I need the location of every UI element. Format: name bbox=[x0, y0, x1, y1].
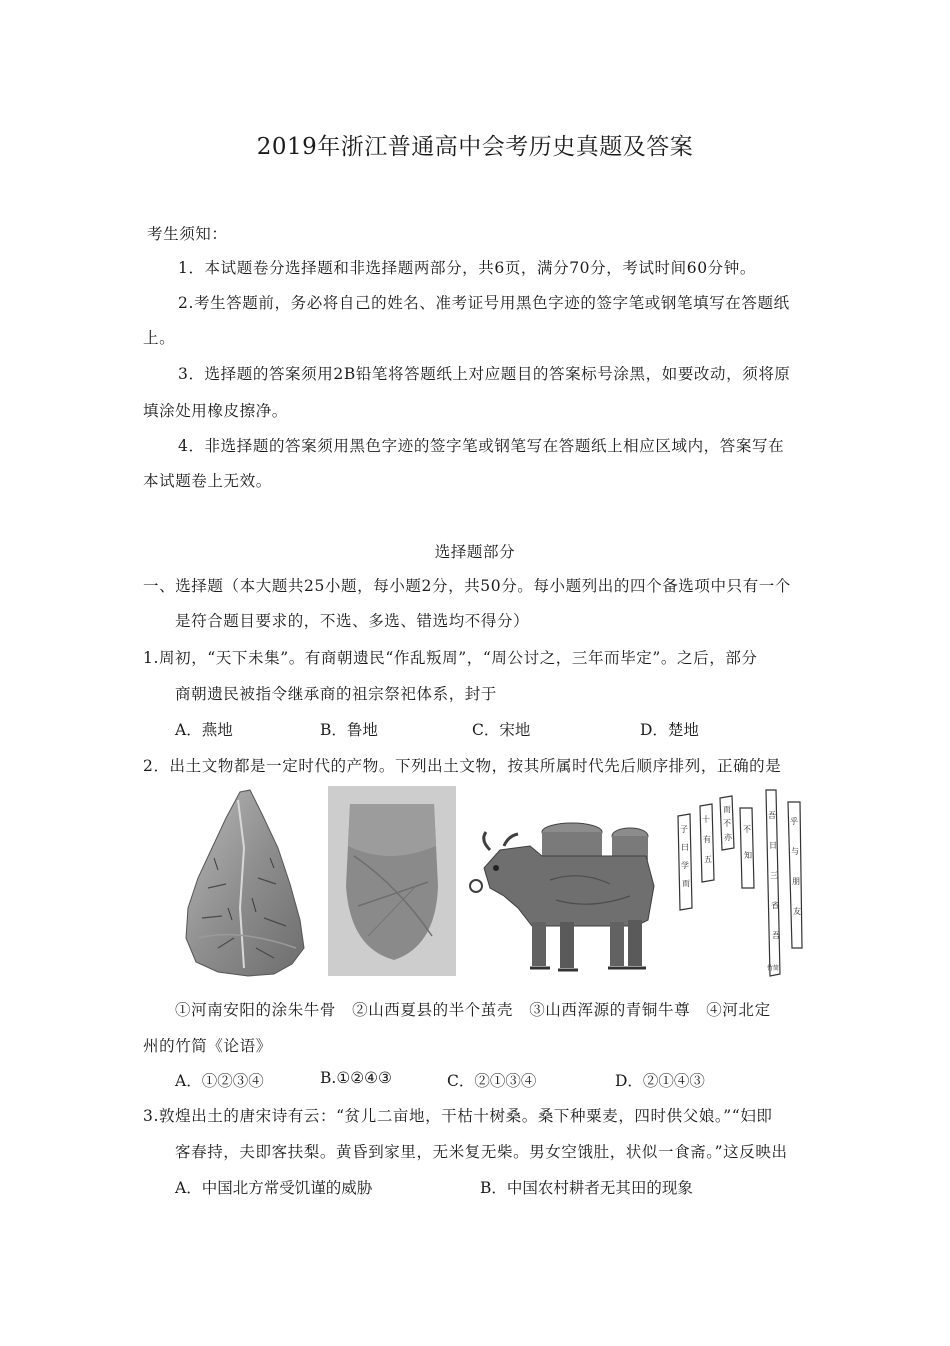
slip-2-glyph-1: 十 bbox=[702, 815, 710, 824]
q3-option-a: A．中国北方常受饥谨的威胁 bbox=[175, 1179, 373, 1197]
slip-5-glyph-4: 省 bbox=[771, 901, 779, 910]
slip-3-glyph-2: 不 bbox=[723, 819, 731, 828]
slip-3-glyph-1: 而 bbox=[723, 805, 731, 814]
slip-1-glyph-2: 曰 bbox=[681, 843, 689, 852]
slip-5-glyph-5: 吾 bbox=[772, 931, 780, 940]
silkworm-cocoon-icon bbox=[328, 786, 456, 976]
oracle-bone-icon bbox=[178, 788, 308, 978]
slip-2-glyph-2: 有 bbox=[703, 835, 711, 844]
slip-4-glyph-1: 不 bbox=[743, 825, 751, 834]
notice-item-2-line-1: 2.考生答题前，务必将自己的姓名、准考证号用黑色字迹的签字笔或钢笔填写在答题纸 bbox=[178, 294, 790, 312]
q2-option-c: C．②①③④ bbox=[447, 1072, 537, 1090]
notice-item-2-line-2: 上。 bbox=[143, 329, 176, 347]
slip-5-glyph-1: 吾 bbox=[768, 811, 776, 820]
q1-option-c: C．宋地 bbox=[472, 721, 531, 739]
document-title: 2019年浙江普通高中会考历史真题及答案 bbox=[256, 134, 694, 160]
bronze-ox-zun-icon bbox=[460, 810, 660, 978]
notice-item-3-line-1: 3．选择题的答案须用2B铅笔将答题纸上对应题目的答案标号涂黑，如要改动，须将原 bbox=[178, 365, 791, 383]
slip-2-glyph-3: 五 bbox=[704, 855, 712, 864]
slip-5-glyph-2: 日 bbox=[769, 841, 777, 850]
q3-stem-line-1: 3.敦煌出土的唐宋诗有云：“贫儿二亩地，干枯十树桑。桑下种粟麦，四时供父娘。”“妇即 bbox=[143, 1107, 773, 1125]
bamboo-slips-icon bbox=[672, 788, 812, 978]
section-heading: 选择题部分 bbox=[434, 543, 516, 561]
slip-1-glyph-4: 而 bbox=[682, 879, 690, 888]
q2-option-b: B.①②④③ bbox=[320, 1069, 392, 1087]
q1-stem-line-2: 商朝遗民被指令继承商的祖宗祭祀体系，封于 bbox=[175, 685, 498, 703]
slip-3-glyph-3: 亦 bbox=[724, 833, 732, 842]
q2-caption-line-1: ①河南安阳的涂朱牛骨 ②山西夏县的半个茧壳 ③山西浑源的青铜牛尊 ④河北定 bbox=[175, 1001, 771, 1019]
slip-5-glyph-3: 三 bbox=[770, 871, 778, 880]
notice-item-3-line-2: 填涂处用橡皮擦净。 bbox=[143, 402, 288, 420]
q2-option-a: A．①②③④ bbox=[175, 1072, 264, 1090]
q1-option-d: D．楚地 bbox=[640, 721, 699, 739]
q1-stem-line-1: 1.周初，“天下未集”。有商朝遗民“作乱叛周”，“周公讨之，三年而毕定”。之后，部分 bbox=[143, 649, 758, 667]
slip-6-glyph-4: 友 bbox=[793, 907, 801, 916]
slip-6-glyph-1: 乎 bbox=[790, 817, 798, 826]
q2-stem-line-1: 2．出土文物都是一定时代的产物。下列出土文物，按其所属时代先后顺序排列，正确的是 bbox=[143, 757, 782, 775]
slip-6-glyph-2: 与 bbox=[791, 847, 799, 856]
q3-stem-line-2: 客春持，夫即客扶梨。黄昏到家里，无米复无柴。男女空饿肚，状似一食斋。”这反映出 bbox=[175, 1143, 788, 1161]
section-intro-line-2: 是符合题目要求的，不选、多选、错选均不得分） bbox=[175, 612, 530, 630]
q3-option-b: B．中国农村耕者无其田的现象 bbox=[480, 1179, 693, 1197]
notice-item-1: 1．本试题卷分选择题和非选择题两部分，共6页，满分70分，考试时间60分钟。 bbox=[178, 259, 756, 277]
notice-heading: 考生须知： bbox=[147, 225, 228, 243]
q1-option-a: A．燕地 bbox=[175, 721, 233, 739]
q1-option-b: B．鲁地 bbox=[320, 721, 378, 739]
q2-option-d: D．②①④③ bbox=[615, 1072, 705, 1090]
q2-caption-line-2: 州的竹简《论语》 bbox=[143, 1037, 272, 1055]
slip-4-glyph-2: 知 bbox=[744, 851, 752, 860]
notice-item-4-line-2: 本试题卷上无效。 bbox=[143, 472, 272, 490]
notice-item-4-line-1: 4．非选择题的答案须用黑色字迹的签字笔或钢笔写在答题纸上相应区域内，答案写在 bbox=[178, 437, 785, 455]
slip-6-glyph-3: 朋 bbox=[792, 877, 800, 886]
slip-1-glyph-3: 学 bbox=[681, 861, 689, 870]
slip-1-glyph-1: 子 bbox=[680, 825, 688, 834]
section-intro-line-1: 一、选择题（本大题共25小题，每小题2分，共50分。每小题列出的四个备选项中只有一个 bbox=[143, 577, 792, 595]
bamboo-stamp: 竹简 bbox=[766, 966, 780, 972]
